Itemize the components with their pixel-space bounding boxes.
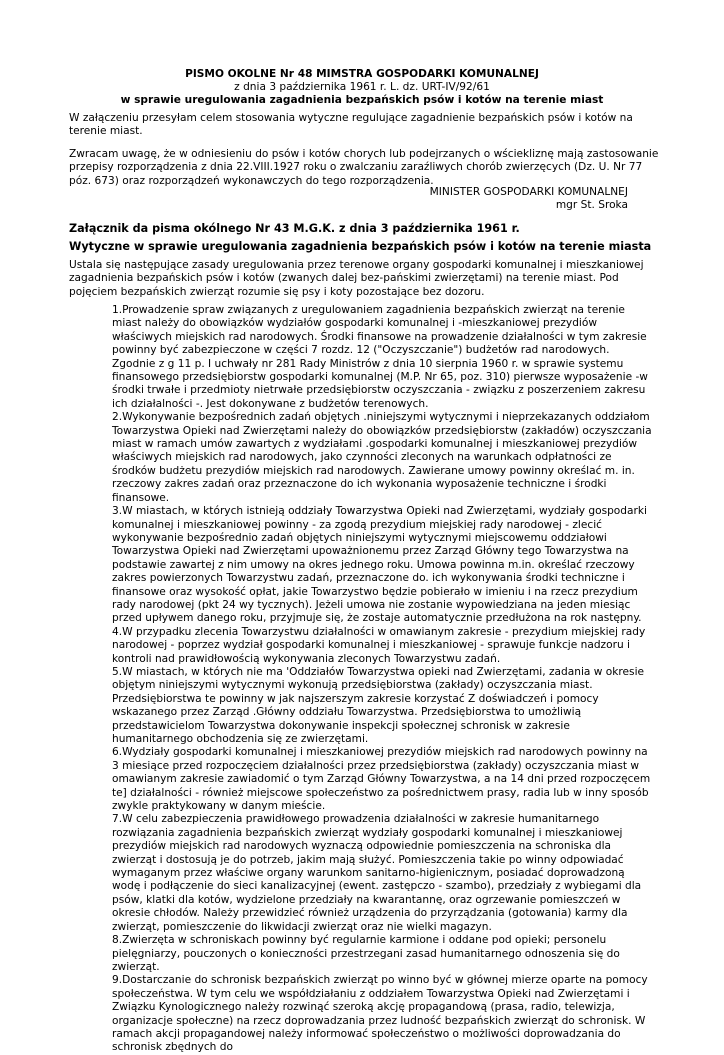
point-6: 6.Wydziały gospodarki komunalnej i mieszkaniowej prezydiów miejskich rad narodowych powinny na 3 miesiące przed rozpoczęciem działalności przez przedsiębiorstwa (zakłady) oczyszczania miast w omawianym zakresie zawiadomić o tym Zarząd Główny Towarzystwa, a na 14 dni przed rozpoczęcem te] działalności - również miejscowe społeczeństwo za pośrednictwem prasy, radia lub w inny sposób zwykle praktykowany w danym mieście. <box>112 746 651 813</box>
attachment-title: Załącznik da pisma okólnego Nr 43 M.G.K. z dnia 3 października 1961 r. <box>69 222 520 235</box>
point-3: 3.W miastach, w których istnieją oddziały Towarzystwa Opieki nad Zwierzętami, wydziały gospodarki komunalnej i mieszkaniowej powinny - za zgodą prezydium miejskiej rady narodowej - zlecić wykonywanie bezpośrednio zadań objętych niniejszymi wytycznymi miejscowemu oddziałowi Towarzystwa Opieki nad Zwierzętami upoważnionemu przez Zarząd Główny tego Towarzystwa na podstawie zawartej z nim umowy na okres jednego roku. Umowa powinna m.in. określać rzeczowy zakres powierzonych Towarzystwu zadań, przeznaczone do. ich wykonywania środki techniczne i finansowe oraz wysokość opłat, jakie Towarzystwo będzie pobierało w imieniu i na rzecz prezydium rady narodowej (pkt 24 wy tycznych). Jeżeli umowa nie zostanie wypowiedziana na jeden miesiąc przed upływem danego roku, przyjmuje się, że zostaje automatycznie przedłużona na rok następny. <box>112 505 647 625</box>
point-7: 7.W celu zabezpieczenia prawidłowego prowadzenia działalności w zakresie humanitarnego rozwiązania zagadnienia bezpańskich zwierząt wydziały gospodarki komunalnej i mieszkaniowej prezydiów miejskich rad narodowych wyznaczą odpowiednie pomieszczenia na schroniska dla zwierząt i dostosują je do potrzeb, jakim mają służyć. Pomieszczenia takie po winny odpowiadać wymaganym przez właściwe organy warunkom sanitarno-higienicznym, posiadać doprowadzoną wodę i podłączenie do sieci kanalizacyjnej (ewent. zastępczo - szambo), przedziały z wybiegami dla psów, klatki dla kotów, wydzielone przedziały na kwarantannę, oraz ogrzewanie pomieszczeń w okresie chłodów. Należy przewidzieć również urządzenia do przyrządzania (gotowania) karmy dla zwierząt, pomieszczenie do likwidacji zwierząt oraz nie wielki magazyn. <box>112 813 642 933</box>
document-title: PISMO OKOLNE Nr 48 MIMSTRA GOSPODARKI KOMUNALNEJ <box>185 68 539 80</box>
point-2: 2.Wykonywanie bezpośrednich zadań objętych .niniejszymi wytycznymi i nieprzekazanych oddziałom Towarzystwa Opieki nad Zwierzętami należy do obowiązków przedsiębiorstw (zakładów) oczyszczania miast w ramach umów zawartych z wydziałami .gospodarki komunalnej i mieszkaniowej prezydiów właściwych miejskich rad narodowych, jako czynności zleconych na warunkach odpłatności ze środków budżetu prezydiów miejskich rad narodowych. Zawierane umowy powinny określać m. in. rzeczowy zakres zadań oraz przeznaczone do ich wykonania wyposażenie techniczne i środki finansowe. <box>112 411 652 504</box>
intro-paragraph: W załączeniu przesyłam celem stosowania wytyczne regulujące zagadnienie bezpańskich psów i kotów na terenie miast. <box>69 112 633 138</box>
point-4: 4.W przypadku zlecenia Towarzystwu działalności w omawianym zakresie - prezydium miejskiej rady narodowej - poprzez wydział gospodarki komunalnej i mieszkaniowej - sprawuje funkcje nadzoru i kontroli nad prawidłowością wykonywania zleconych Towarzystwu zadań. <box>112 625 646 665</box>
point-1: 1.Prowadzenie spraw związanych z uregulowaniem zagadnienia bezpańskich zwierząt na terenie miast należy do obowiązków wydziałów gospodarki komunalnej i -mieszkaniowej prezydiów właściwych miejskich rad narodowych. Środki finansowe na prowadzenie działalności w tym zakresie powinny być zabezpieczone w części 7 rozdz. 12 ("Oczyszczanie") budżetów rad narodowych. Zgodnie z g 11 p. I uchwały nr 281 Rady Ministrów z dnia 10 sierpnia 1960 r. w sprawie systemu finansowego przedsiębiorstw gospodarki komunalnej (M.P. Nr 65, poz. 310) pierwsze wyposażenie -w środki trwałe i przedmioty nietrwałe przedsiębiorstw oczyszczania - związku z poszerzeniem zakresu ich działalności -. Jest dokonywane z budżetów terenowych. <box>112 304 648 410</box>
definition-paragraph: Ustala się następujące zasady uregulowania przez terenowe organy gospodarki komunalnej i mieszkaniowej zagadnienia bezpańskich psów i kotów (zwanych dalej bez-pańskimi zwierzętami) na terenie miast. Pod pojęciem bezpańskich zwierząt rozumie się psy i koty pozostające bez dozoru. <box>69 259 644 298</box>
point-5: 5.W miastach, w których nie ma 'Oddziałów Towarzystwa opieki nad Zwierzętami, zadania w okresie objętym niniejszymi wytycznymi wykonują przedsiębiorstwa (zakłady) oczyszczania miast. Przedsiębiorstwa te powinny w jak najszerszym zakresie korzystać Z doświadczeń i pomocy wskazanego przez Zarząd .Główny oddziału Towarzystwa. Przedsiębiorstwa to umożliwią przedstawicielom Towarzystwa dokonywanie inspekcji społecznej schronisk w zakresie humanitarnego obchodzenia się ze zwierzętami. <box>112 665 645 745</box>
signature-name: mgr St. Sroka <box>555 199 628 211</box>
signature-office: MINISTER GOSPODARKI KOMUNALNEJ <box>429 186 628 198</box>
point-9: 9.Dostarczanie do schronisk bezpańskich zwierząt po winno być w głównej mierze oparte na pomocy społeczeństwa. W tym celu we współdziałaniu z oddziałem Towarzystwa Opieki nad Zwierzętami i Związku Kynologicznego należy rozwinąć szeroką akcję propagandową (prasa, radio, telewizja, organizacje społeczne) na rzecz doprowadzania przez ludność bezpańskich zwierząt do schronisk. W ramach akcji propagandowej należy informować społeczeństwo o możliwości doprowadzania do schronisk zbędnych do <box>112 974 648 1054</box>
document-subject: w sprawie uregulowania zagadnienia bezpańskich psów i kotów na terenie miast <box>120 94 604 106</box>
point-8: 8.Zwierzęta w schroniskach powinny być regularnie karmione i oddane pod opieki; personelu pielęgniarzy, pouczonych o konieczności przestrzegani zasad humanitarnego odnoszenia się do zwierząt. <box>112 934 620 973</box>
guidelines-points <box>112 304 652 1055</box>
note-paragraph: Zwracam uwagę, że w odniesieniu do psów i kotów chorych lub podejrzanych o wściekliznę mają zastosowanie przepisy rozporządzenia z dnia 22.VIII.1927 roku o zwalczaniu zaraźliwych chorób zwierzęcych (Dz. U. Nr 77 póz. 673) oraz rozporządzeń wykonawczych do tego rozporządzenia. <box>69 148 659 187</box>
document-date-reference: z dnia 3 października 1961 r. L. dz. URT-IV/92/61 <box>234 81 490 93</box>
guidelines-title: Wytyczne w sprawie uregulowania zagadnienia bezpańskich psów i kotów na terenie miasta <box>69 240 652 253</box>
